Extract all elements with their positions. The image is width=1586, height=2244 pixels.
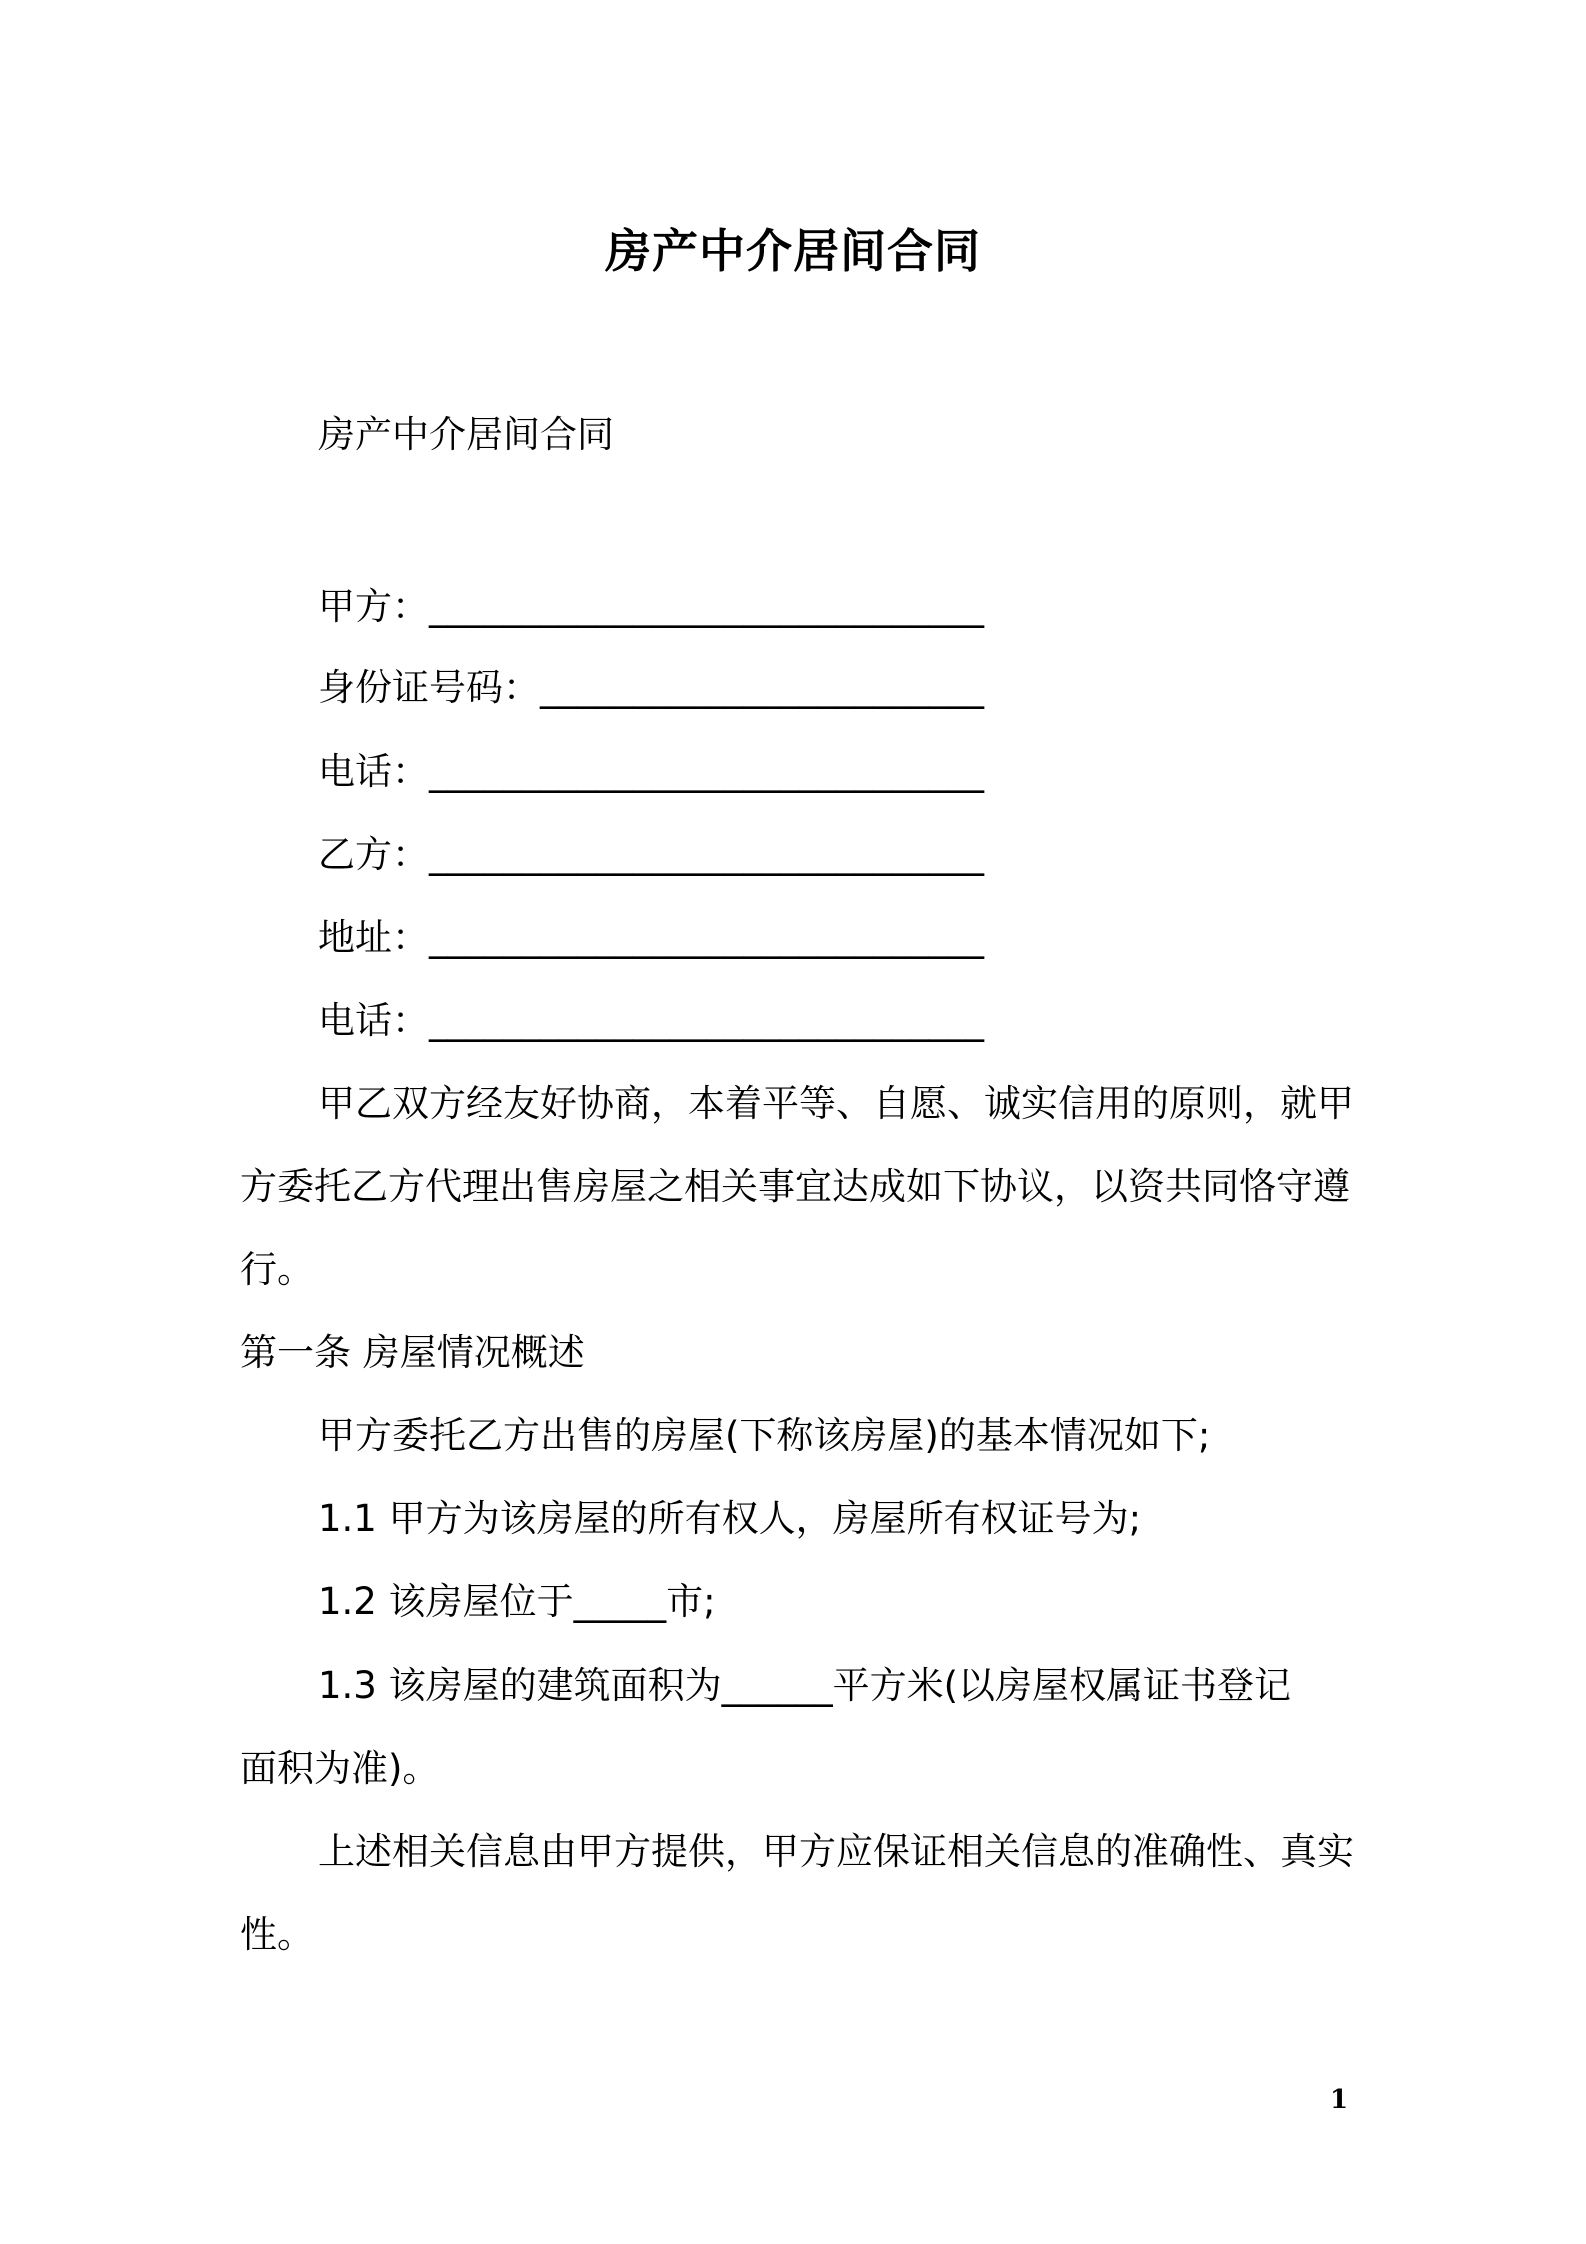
article-1-heading: 第一条 房屋情况概述 bbox=[240, 1331, 585, 1374]
page-number: 1 bbox=[1330, 2085, 1349, 2115]
field-label: 电话： bbox=[318, 999, 429, 1042]
field-id-number bbox=[318, 666, 984, 710]
fill-blank: ______________________________ bbox=[429, 916, 984, 959]
intro-line-1: 甲乙双方经友好协商，本着平等、自愿、诚实信用的原则，就甲 bbox=[318, 1082, 1354, 1125]
fill-blank: ______________________________ bbox=[429, 750, 984, 793]
fill-blank: ______________________________ bbox=[429, 585, 984, 628]
document-subtitle: 房产中介居间合同 bbox=[318, 413, 614, 456]
field-label: 身份证号码： bbox=[318, 666, 540, 709]
field-phone-b bbox=[318, 999, 984, 1043]
intro-line-2: 方委托乙方代理出售房屋之相关事宜达成如下协议，以资共同恪守遵 bbox=[240, 1165, 1350, 1208]
article-1-note-line-2: 性。 bbox=[240, 1913, 314, 1956]
article-1-item-1: 1.1 甲方为该房屋的所有权人，房屋所有权证号为; bbox=[318, 1497, 1142, 1540]
fill-blank: ______________________________ bbox=[429, 833, 984, 876]
article-1-paragraph: 甲方委托乙方出售的房屋(下称该房屋)的基本情况如下; bbox=[318, 1414, 1211, 1457]
field-label: 甲方： bbox=[318, 585, 429, 628]
field-party-b bbox=[318, 833, 984, 877]
article-1-item-3-line-2: 面积为准)。 bbox=[240, 1747, 440, 1790]
fill-blank: ______________________________ bbox=[429, 999, 984, 1042]
document-title: 房产中介居间合同 bbox=[605, 224, 981, 278]
field-label: 乙方： bbox=[318, 833, 429, 876]
field-label: 地址： bbox=[318, 916, 429, 959]
field-label: 电话： bbox=[318, 750, 429, 793]
field-address bbox=[318, 916, 984, 960]
intro-line-3: 行。 bbox=[240, 1248, 314, 1291]
field-phone-a bbox=[318, 750, 984, 794]
field-party-a bbox=[318, 585, 984, 629]
article-1-item-2: 1.2 该房屋位于_____市; bbox=[318, 1580, 716, 1623]
article-1-item-3-line-1: 1.3 该房屋的建筑面积为______平方米(以房屋权属证书登记 bbox=[318, 1664, 1292, 1707]
article-1-note-line-1: 上述相关信息由甲方提供，甲方应保证相关信息的准确性、真实 bbox=[318, 1830, 1354, 1873]
fill-blank: ________________________ bbox=[540, 666, 984, 709]
